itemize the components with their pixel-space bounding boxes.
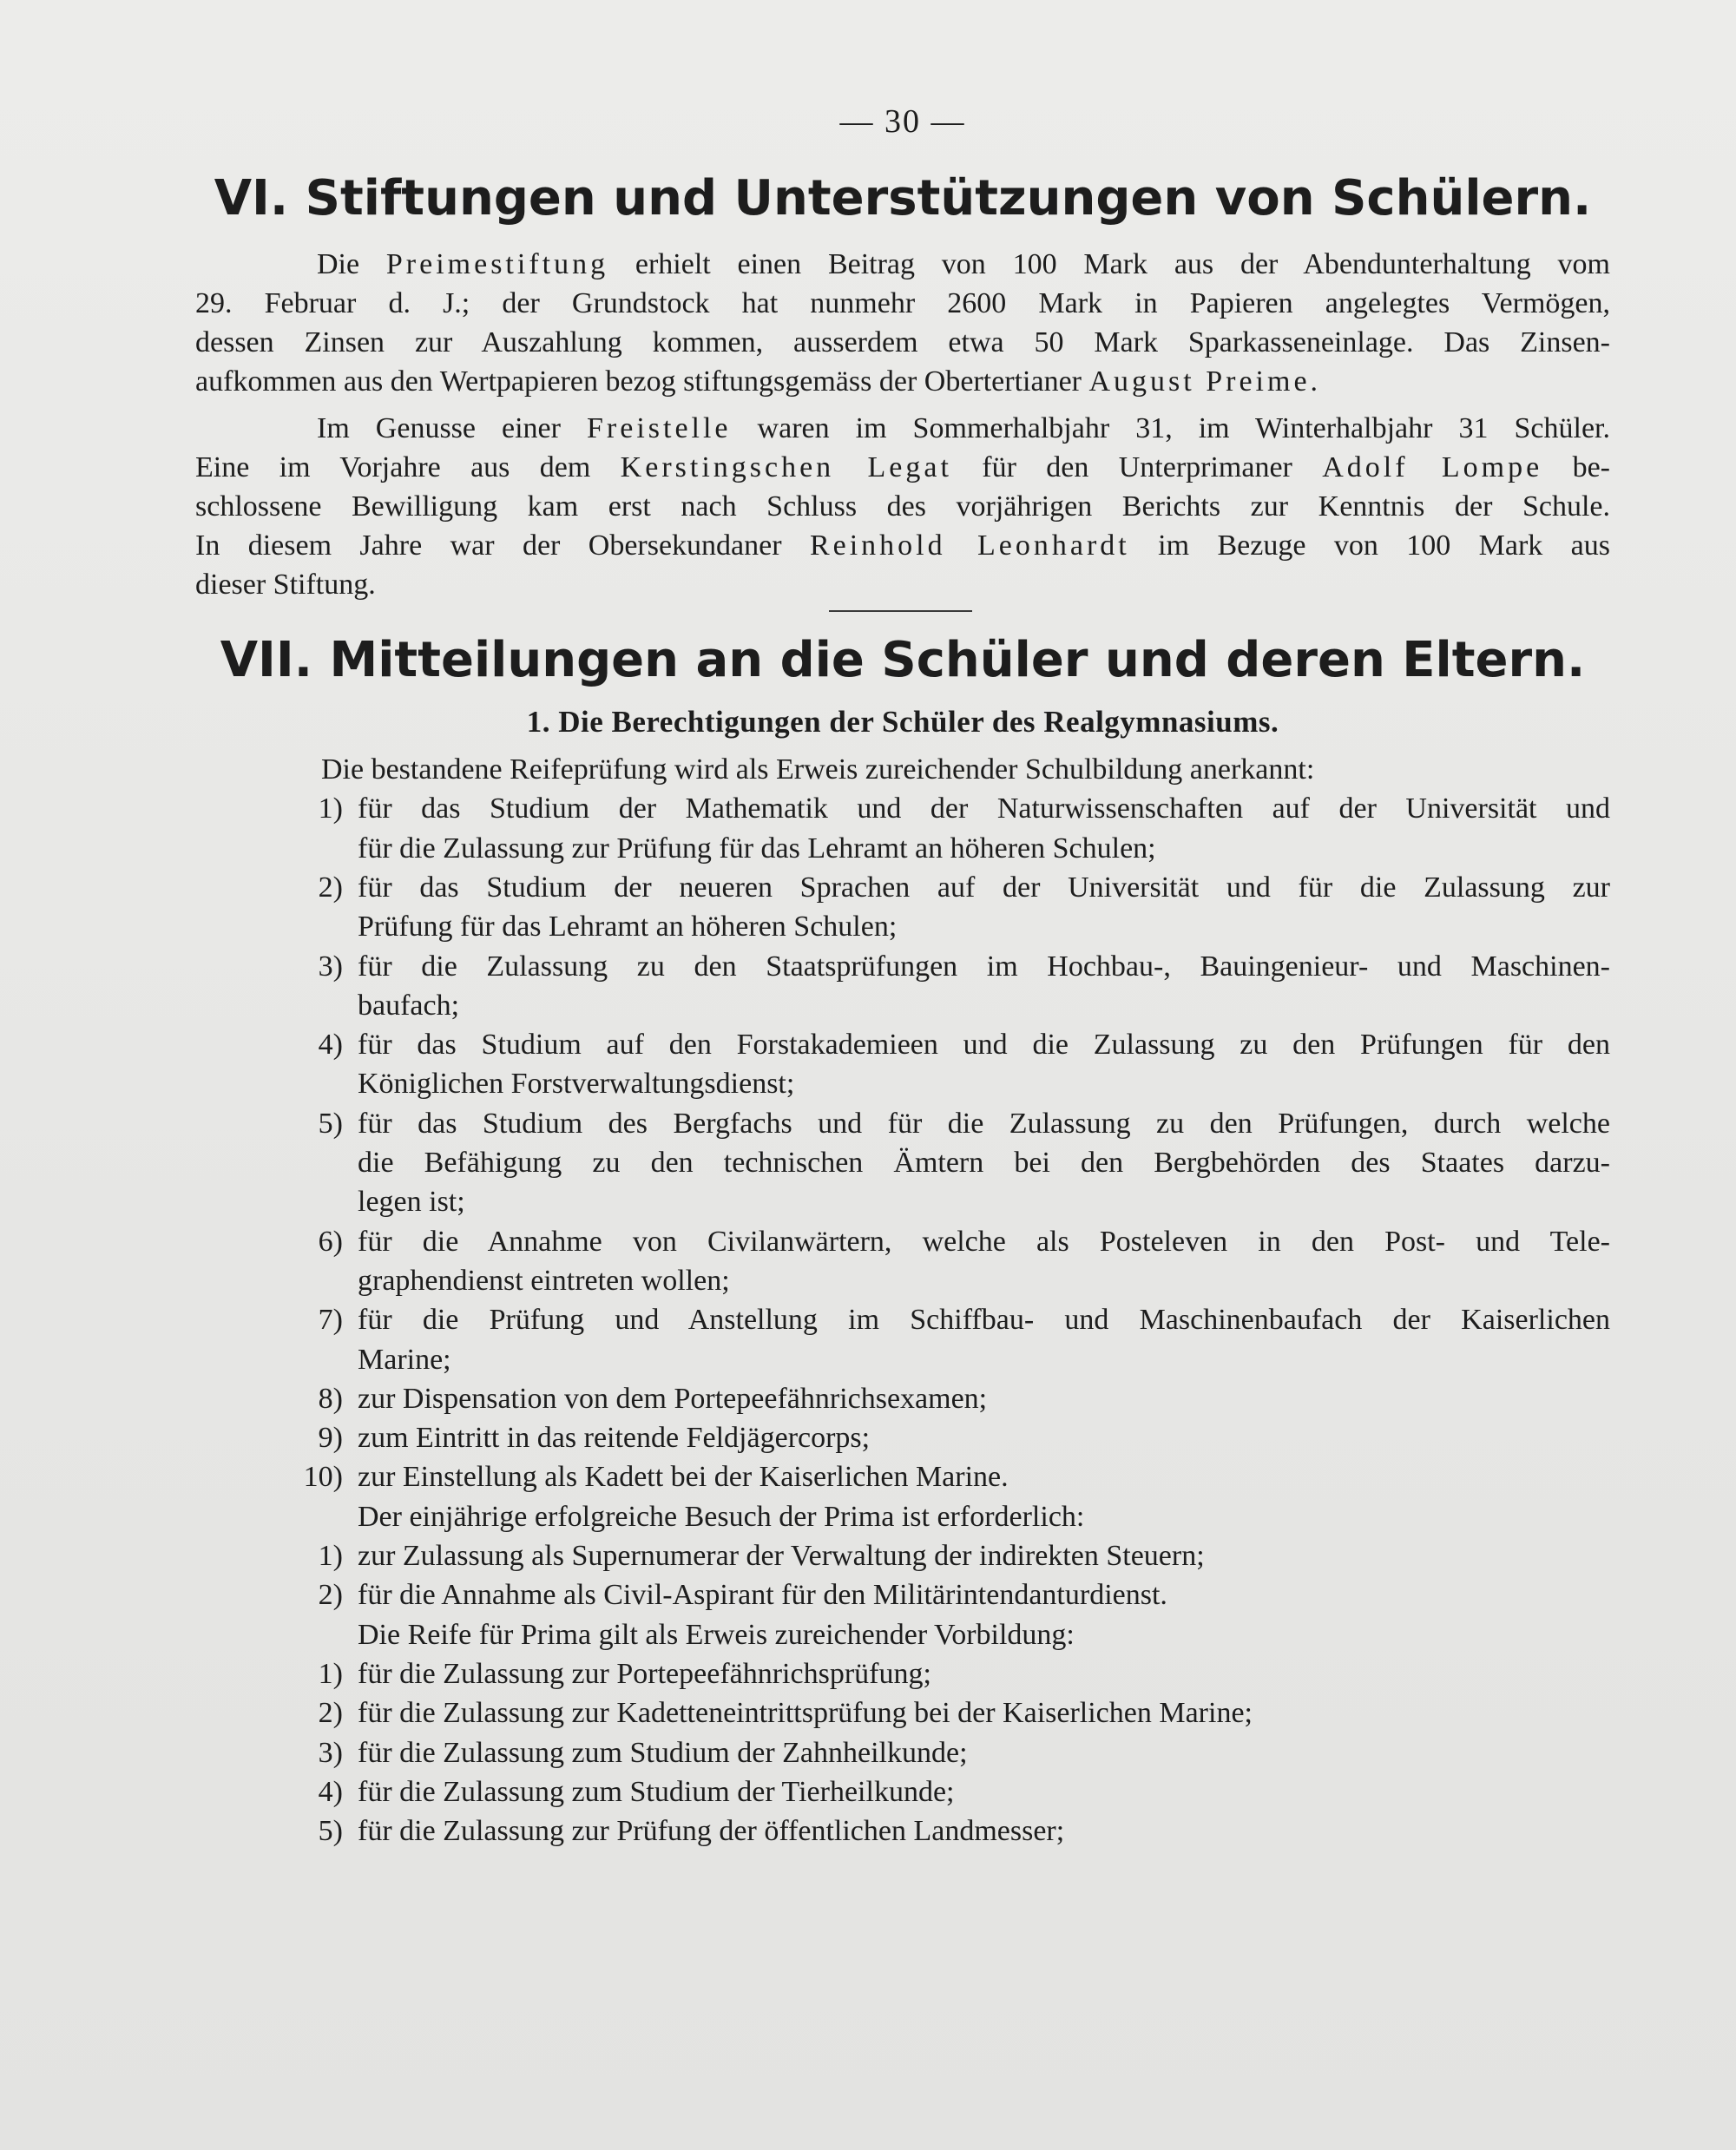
list-item-text: für die Annahme von Civilanwärtern, welche als Posteleven in den Post- und Tele- bbox=[358, 1225, 1610, 1258]
emphasized-name: Reinhold Leonhardt bbox=[809, 529, 1130, 562]
section-divider bbox=[829, 610, 972, 612]
list-item-text: für die Zulassung zum Studium der Zahnheilkunde; bbox=[358, 1736, 968, 1769]
section-6-paragraph-1 bbox=[195, 245, 1610, 401]
list-item-text: für die Zulassung zu den Staatsprüfungen im Hochbau-, Bauingenieur- und Maschinen- bbox=[358, 950, 1610, 983]
list-item-text: für die Prüfung und Anstellung im Schiffbau- und Maschinenbaufach der Kaiserlichen bbox=[358, 1304, 1610, 1337]
section-7-heading: VII. Mitteilungen an die Schüler und deren Eltern. bbox=[220, 632, 1586, 688]
paragraph-text: für den Unterprimaner bbox=[951, 451, 1323, 483]
paragraph-text: 29. Februar d. J.; der Grundstock hat nunmehr 2600 Mark in Papieren angelegtes Vermögen, bbox=[195, 287, 1610, 319]
paragraph-text: schlossene Bewilligung kam erst nach Schluss des vorjährigen Berichts zur Kenntnis der Schule. bbox=[195, 490, 1610, 523]
emphasized-name: Preimestiftung bbox=[385, 248, 609, 280]
paragraph-text: be- bbox=[1542, 451, 1610, 483]
paragraph-text: In diesem Jahre war der Obersekundaner bbox=[195, 529, 810, 562]
list-number: 1) bbox=[318, 792, 343, 825]
list-item-text: Prüfung für das Lehramt an höheren Schulen; bbox=[358, 911, 898, 944]
list-number: 1) bbox=[318, 1657, 343, 1690]
paragraph-text: . bbox=[1310, 365, 1318, 398]
list-item-text: zur Zulassung als Supernumerar der Verwaltung der indirekten Steuern; bbox=[358, 1540, 1205, 1572]
paragraph-text: aufkommen aus den Wertpapieren bezog stiftungsgemäss der Obertertianer bbox=[195, 365, 1089, 398]
list-number: 10) bbox=[303, 1461, 343, 1494]
paragraph-line bbox=[195, 362, 1610, 401]
paragraph-line bbox=[195, 323, 1610, 362]
paragraph-line bbox=[195, 284, 1610, 323]
section-6-heading: VI. Stiftungen und Unterstützungen von Schülern. bbox=[214, 170, 1592, 227]
list-item-text: baufach; bbox=[358, 989, 460, 1022]
paragraph-line bbox=[195, 487, 1610, 526]
list-item-text: für das Studium der neueren Sprachen auf der Universität und für die Zulassung zur bbox=[358, 871, 1610, 904]
emphasized-name: Adolf Lompe bbox=[1322, 451, 1543, 483]
section-6-paragraph-2 bbox=[195, 409, 1610, 604]
list-number: 5) bbox=[318, 1815, 343, 1848]
list-item-text: für das Studium auf den Forstakademieen und die Zulassung zu den Prüfungen für den bbox=[358, 1029, 1610, 1062]
list-intro: Die Reife für Prima gilt als Erweis zureichender Vorbildung: bbox=[358, 1618, 1075, 1651]
paragraph-line bbox=[195, 565, 1610, 604]
emphasized-name: Kerstingschen Legat bbox=[620, 451, 952, 483]
list-item-text: zum Eintritt in das reitende Feldjägercorps; bbox=[358, 1422, 871, 1455]
list-item-text: für die Zulassung zum Studium der Tierheilkunde; bbox=[358, 1775, 955, 1808]
paragraph-text: Eine im Vorjahre aus dem bbox=[195, 451, 621, 483]
paragraph-text: Die bbox=[317, 248, 386, 280]
list-number: 8) bbox=[318, 1382, 343, 1415]
list-number: 2) bbox=[318, 871, 343, 904]
emphasized-name: Freistelle bbox=[587, 412, 732, 444]
list-number: 2) bbox=[318, 1579, 343, 1612]
paragraph-text: erhielt einen Beitrag von 100 Mark aus der Abendunterhaltung vom bbox=[608, 248, 1611, 280]
paragraph-text: Im Genusse einer bbox=[317, 412, 587, 444]
list-intro: Die bestandene Reifeprüfung wird als Erweis zureichender Schulbildung anerkannt: bbox=[321, 753, 1315, 786]
list-item-text: für das Studium des Bergfachs und für die Zulassung zu den Prüfungen, durch welche bbox=[358, 1107, 1610, 1140]
list-item-text: legen ist; bbox=[358, 1186, 465, 1219]
list-number: 4) bbox=[318, 1029, 343, 1062]
paragraph-line bbox=[195, 448, 1610, 487]
list-number: 7) bbox=[318, 1304, 343, 1337]
paragraph-line bbox=[195, 526, 1610, 565]
list-number: 4) bbox=[318, 1775, 343, 1808]
list-item-text: zur Dispensation von dem Portepeefähnrichsexamen; bbox=[358, 1382, 988, 1415]
list-number: 2) bbox=[318, 1697, 343, 1730]
list-item-text: graphendienst eintreten wollen; bbox=[358, 1264, 730, 1297]
list-item-text: Marine; bbox=[358, 1343, 451, 1376]
list-number: 9) bbox=[318, 1422, 343, 1455]
list-item-text: für die Zulassung zur Prüfung der öffentlichen Landmesser; bbox=[358, 1815, 1065, 1848]
paragraph-line bbox=[195, 245, 1610, 284]
list-number: 3) bbox=[318, 1736, 343, 1769]
list-item-text: für das Studium der Mathematik und der Naturwissenschaften auf der Universität und bbox=[358, 792, 1610, 825]
list-item-text: Königlichen Forstverwaltungsdienst; bbox=[358, 1068, 795, 1101]
list-item-text: für die Zulassung zur Kadetteneintrittsprüfung bei der Kaiserlichen Marine; bbox=[358, 1697, 1253, 1730]
list-item-text: für die Zulassung zur Prüfung für das Lehramt an höheren Schulen; bbox=[358, 832, 1156, 865]
paragraph-text: dieser Stiftung. bbox=[195, 569, 376, 601]
paragraph-line bbox=[195, 409, 1610, 448]
list-item-text: für die Annahme als Civil-Aspirant für den Militärintendanturdienst. bbox=[358, 1579, 1167, 1612]
page-number: — 30 — bbox=[839, 103, 966, 140]
list-number: 3) bbox=[318, 950, 343, 983]
list-intro: Der einjährige erfolgreiche Besuch der Prima ist erforderlich: bbox=[358, 1500, 1085, 1533]
list-item-text: für die Zulassung zur Portepeefähnrichsprüfung; bbox=[358, 1657, 931, 1690]
list-number: 6) bbox=[318, 1225, 343, 1258]
list-number: 5) bbox=[318, 1107, 343, 1140]
list-item-text: die Befähigung zu den technischen Ämtern bei den Bergbehörden des Staates darzu- bbox=[358, 1147, 1610, 1179]
paragraph-text: waren im Sommerhalbjahr 31, im Winterhalbjahr 31 Schüler. bbox=[731, 412, 1610, 444]
emphasized-name: August Preime bbox=[1088, 365, 1311, 398]
list-number: 1) bbox=[318, 1540, 343, 1572]
paragraph-text: im Bezuge von 100 Mark aus bbox=[1129, 529, 1610, 562]
list-item-text: zur Einstellung als Kadett bei der Kaiserlichen Marine. bbox=[358, 1461, 1009, 1494]
paragraph-text: dessen Zinsen zur Auszahlung kommen, ausserdem etwa 50 Mark Sparkasseneinlage. Das Zinsen- bbox=[195, 326, 1610, 358]
subsection-heading: 1. Die Berechtigungen der Schüler des Realgymnasiums. bbox=[526, 705, 1279, 739]
